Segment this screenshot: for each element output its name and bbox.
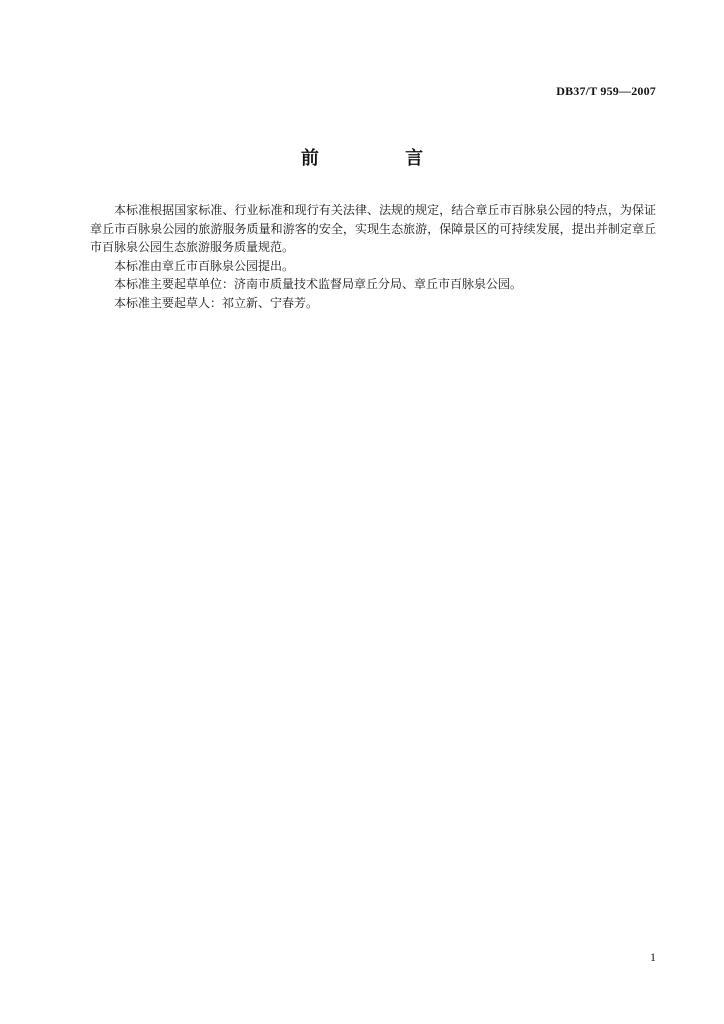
section-title: 前 言 xyxy=(300,148,464,169)
foreword-body xyxy=(90,201,656,312)
paragraph-drafters: 本标准主要起草人：祁立新、宁春芳。 xyxy=(114,295,319,310)
paragraph-drafting-units: 本标准主要起草单位：济南市质量技术监督局章丘分局、章丘市百脉泉公园。 xyxy=(114,277,523,291)
paragraph-proposer: 本标准由章丘市百脉泉公园提出。 xyxy=(114,258,295,273)
paragraph-purpose: 本标准根据国家标准、行业标准和现行有关法律、法规的规定，结合章丘市百脉泉公园的特点，为保证章丘市百脉泉公园的旅游服务质量和游客的安全，实现生态旅游，保障景区的可持续发展，提出并制定章丘市百脉泉公园生态旅游服务质量规范。 xyxy=(90,203,656,254)
page-number: 1 xyxy=(650,950,656,964)
document-code: DB37/T 959—2007 xyxy=(556,84,656,98)
